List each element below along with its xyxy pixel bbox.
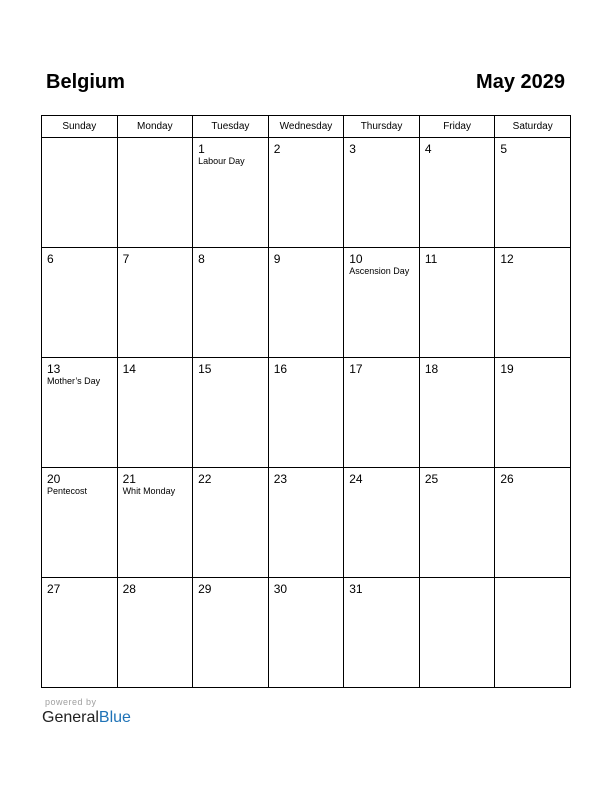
day-number: 7 xyxy=(122,252,130,266)
day-number: 9 xyxy=(273,252,281,266)
holiday-label: Pentecost xyxy=(47,486,88,496)
weekday-thursday: Thursday xyxy=(344,116,420,138)
brand-logo-general: General xyxy=(42,709,99,726)
weekday-sunday: Sunday xyxy=(42,116,118,138)
day-cell xyxy=(193,468,269,578)
day-number: 4 xyxy=(424,142,432,156)
country-title: Belgium xyxy=(46,71,125,93)
day-cell xyxy=(419,358,495,468)
day-cell xyxy=(344,358,420,468)
day-number: 26 xyxy=(500,472,514,486)
holiday-label: Labour Day xyxy=(198,156,245,166)
day-number: 2 xyxy=(273,142,281,156)
day-cell xyxy=(42,358,118,468)
day-number: 13 xyxy=(47,362,61,376)
day-cell xyxy=(495,248,571,358)
powered-by-text: powered by xyxy=(45,697,97,707)
week-row xyxy=(42,578,571,688)
day-number: 6 xyxy=(47,252,54,266)
holiday-label: Ascension Day xyxy=(349,266,410,276)
day-number: 30 xyxy=(273,582,288,596)
holiday-label: Mother’s Day xyxy=(47,376,101,386)
day-number: 3 xyxy=(349,142,356,156)
day-cell xyxy=(193,578,269,688)
day-number: 23 xyxy=(273,472,288,486)
day-cell xyxy=(117,248,193,358)
weekday-friday: Friday xyxy=(419,116,495,138)
day-number: 17 xyxy=(349,362,363,376)
day-number: 24 xyxy=(349,472,363,486)
day-number: 21 xyxy=(122,472,136,486)
day-cell xyxy=(193,248,269,358)
day-cell xyxy=(193,358,269,468)
day-number: 10 xyxy=(349,252,363,266)
holiday-label: Whit Monday xyxy=(122,486,176,496)
day-cell xyxy=(495,468,571,578)
day-cell xyxy=(419,248,495,358)
day-number: 11 xyxy=(424,252,438,266)
day-cell xyxy=(419,138,495,248)
day-number: 12 xyxy=(500,252,514,266)
day-number: 19 xyxy=(500,362,514,376)
day-number: 22 xyxy=(198,472,212,486)
day-cell xyxy=(42,578,118,688)
day-cell xyxy=(495,578,571,688)
day-number: 25 xyxy=(424,472,439,486)
day-cell xyxy=(419,578,495,688)
day-number: 28 xyxy=(122,582,136,596)
day-cell xyxy=(344,578,420,688)
week-row xyxy=(42,248,571,358)
day-number: 16 xyxy=(273,362,288,376)
weekday-monday: Monday xyxy=(117,116,193,138)
day-number: 15 xyxy=(198,362,212,376)
day-cell xyxy=(344,138,420,248)
day-cell xyxy=(495,358,571,468)
month-year-title: May 2029 xyxy=(476,71,565,93)
day-cell xyxy=(268,578,344,688)
calendar-grid xyxy=(41,115,571,688)
weekday-wednesday: Wednesday xyxy=(268,116,344,138)
weekday-header-row xyxy=(42,116,571,138)
day-cell xyxy=(117,468,193,578)
day-cell xyxy=(344,248,420,358)
week-row xyxy=(42,358,571,468)
day-number: 29 xyxy=(198,582,212,596)
day-number: 18 xyxy=(424,362,439,376)
day-number: 20 xyxy=(47,472,61,486)
day-cell xyxy=(268,248,344,358)
day-cell xyxy=(419,468,495,578)
day-cell xyxy=(42,468,118,578)
day-cell xyxy=(42,138,118,248)
day-cell xyxy=(117,578,193,688)
day-number: 31 xyxy=(349,582,363,596)
day-cell xyxy=(117,358,193,468)
brand-logo-blue: Blue xyxy=(98,709,131,726)
day-number: 27 xyxy=(47,582,61,596)
day-cell xyxy=(268,138,344,248)
weekday-tuesday: Tuesday xyxy=(193,116,269,138)
day-cell xyxy=(495,138,571,248)
day-cell xyxy=(117,138,193,248)
weekday-saturday: Saturday xyxy=(495,116,571,138)
day-number: 8 xyxy=(198,252,205,266)
day-cell xyxy=(193,138,269,248)
brand-logo[interactable] xyxy=(42,709,131,727)
week-row xyxy=(42,138,571,248)
day-cell xyxy=(268,358,344,468)
week-row xyxy=(42,468,571,578)
day-cell xyxy=(268,468,344,578)
day-number: 1 xyxy=(198,142,205,156)
day-cell xyxy=(344,468,420,578)
day-number: 14 xyxy=(122,362,136,376)
day-cell xyxy=(42,248,118,358)
day-number: 5 xyxy=(500,142,508,156)
